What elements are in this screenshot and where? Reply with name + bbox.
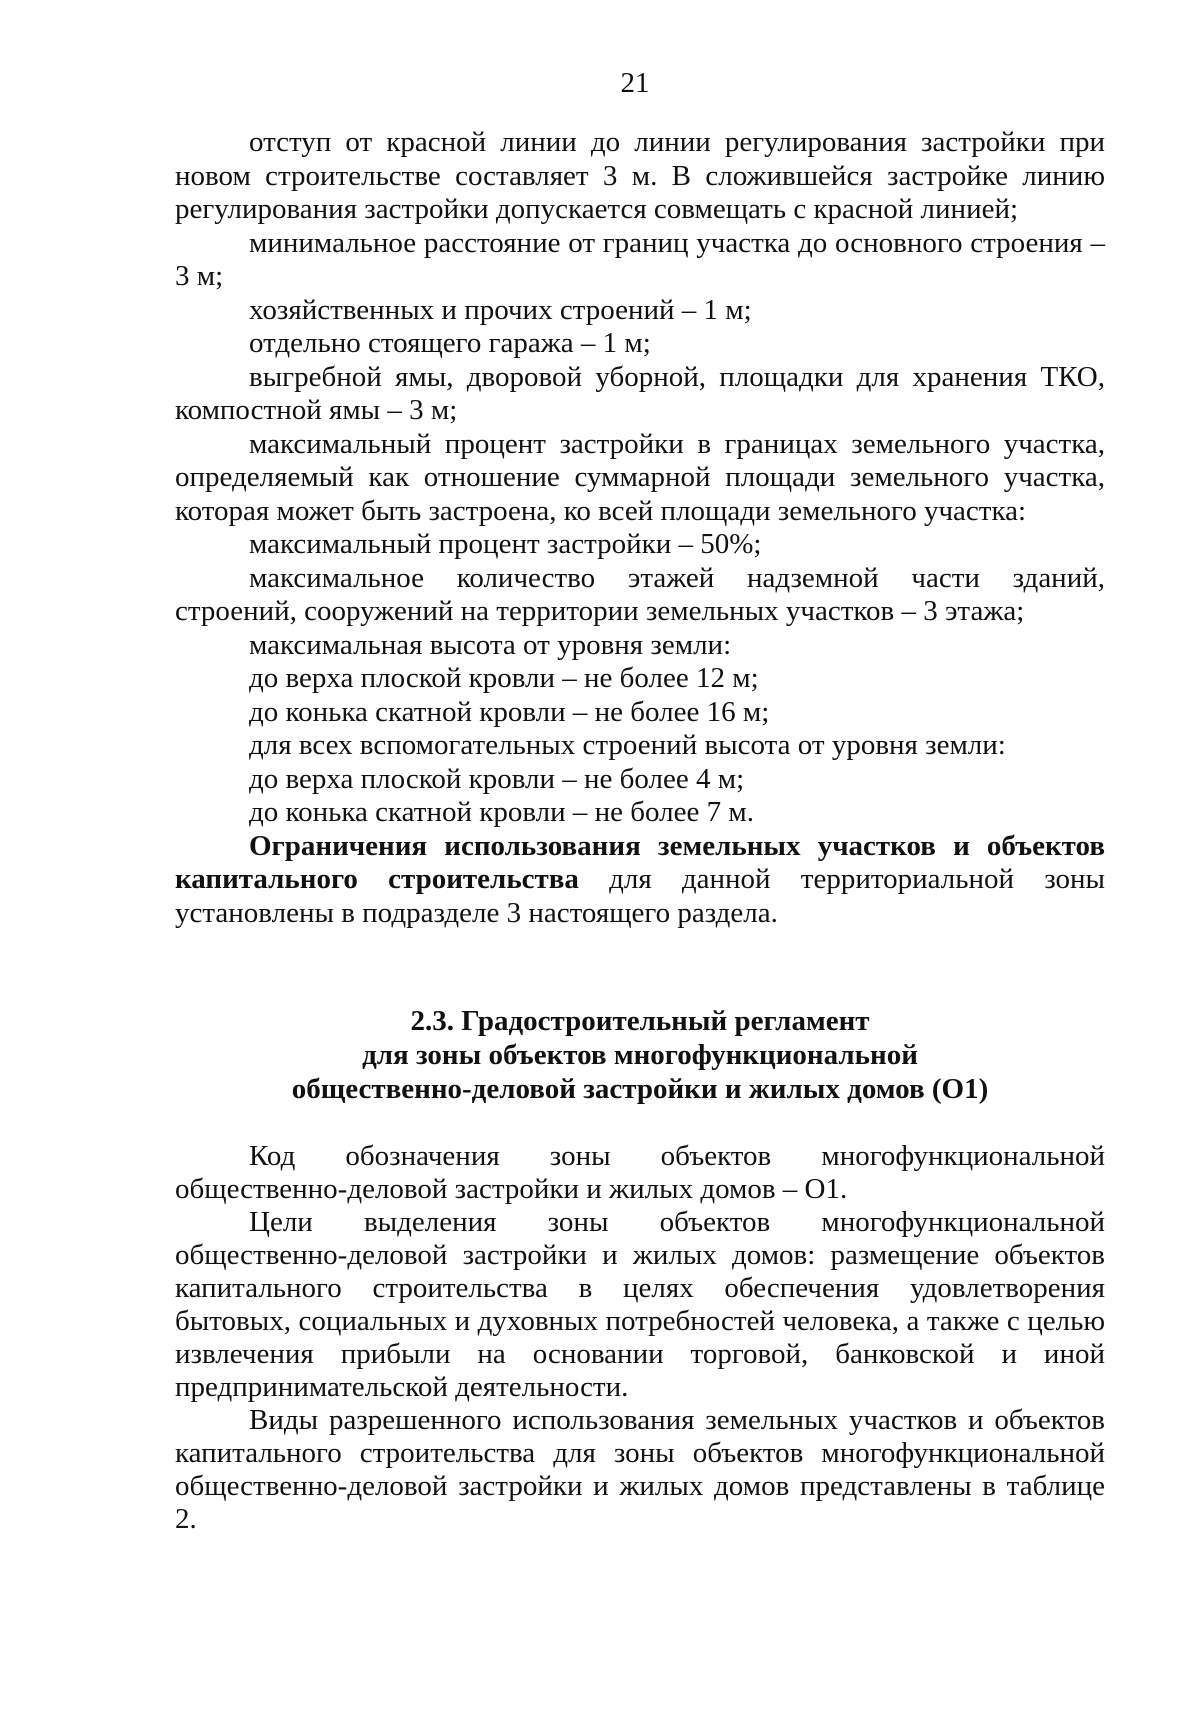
paragraph: до конька скатной кровли – не более 7 м.	[249, 796, 754, 828]
restrictions-bold-text: Ограничения использования земельных участков и объектов капитального строительства	[175, 829, 1105, 895]
restrictions-paragraph	[175, 830, 1105, 931]
paragraph: выгребной ямы, дворовой уборной, площадки для хранения ТКО, компостной ямы – 3 м;	[175, 360, 1105, 426]
paragraph: Цели выделения зоны объектов многофункциональной общественно-деловой застройки и жилых домов: размещение объектов капитального строительства в целях обеспечения удовлетворения бытовых, социальных и духовных потребностей человека, а также с целью извлечения прибыли на основании торговой, банковской и иной предпринимательской деятельности.	[175, 1206, 1105, 1403]
section-heading	[175, 1004, 1105, 1106]
paragraph: минимальное расстояние от границ участка до основного строения – 3 м;	[175, 226, 1105, 292]
page-number: 21	[620, 67, 650, 99]
restrictions-rest-text: для данной территориальной зоны установлены в подразделе 3 настоящего раздела.	[175, 863, 1106, 929]
document-body-top	[175, 126, 1105, 930]
paragraph: отступ от красной линии до линии регулирования застройки при новом строительстве составляет 3 м. В сложившейся застройке линию регулирования застройки допускается совмещать с красной линией;	[175, 126, 1105, 225]
paragraph: до верха плоской кровли – не более 4 м;	[249, 762, 745, 795]
paragraph: до конька скатной кровли – не более 16 м;	[249, 695, 770, 728]
paragraph: до верха плоской кровли – не более 12 м;	[249, 662, 759, 694]
heading-line-1: 2.3. Градостроительный регламент	[410, 1005, 870, 1037]
paragraph: для всех вспомогательных строений высота от уровня земли:	[249, 729, 1006, 761]
paragraph: максимальный процент застройки в границах земельного участка, определяемый как отношение суммарной площади земельного участка, которая может быть застроена, ко всей площади земельного участка:	[175, 427, 1105, 527]
paragraph: максимальный процент застройки – 50%;	[249, 528, 762, 560]
paragraph: хозяйственных и прочих строений – 1 м;	[249, 293, 752, 326]
paragraph: отдельно стоящего гаража – 1 м;	[249, 327, 651, 359]
paragraph: максимальное количество этажей надземной части зданий, строений, сооружений на территории земельных участков – 3 этажа;	[175, 561, 1105, 627]
paragraph: Виды разрешенного использования земельных участков и объектов капитального строительства для зоны объектов многофункциональной общественно-деловой застройки и жилых домов представлены в таблице 2.	[175, 1404, 1105, 1535]
heading-line-2: для зоны объектов многофункциональной	[362, 1039, 918, 1071]
paragraph: Код обозначения зоны объектов многофункциональной общественно-деловой застройки и жилых домов – О1.	[175, 1140, 1105, 1205]
document-body-bottom	[175, 1140, 1105, 1536]
paragraph: максимальная высота от уровня земли:	[249, 628, 732, 661]
heading-line-3: общественно-деловой застройки и жилых домов (О1)	[291, 1073, 989, 1105]
